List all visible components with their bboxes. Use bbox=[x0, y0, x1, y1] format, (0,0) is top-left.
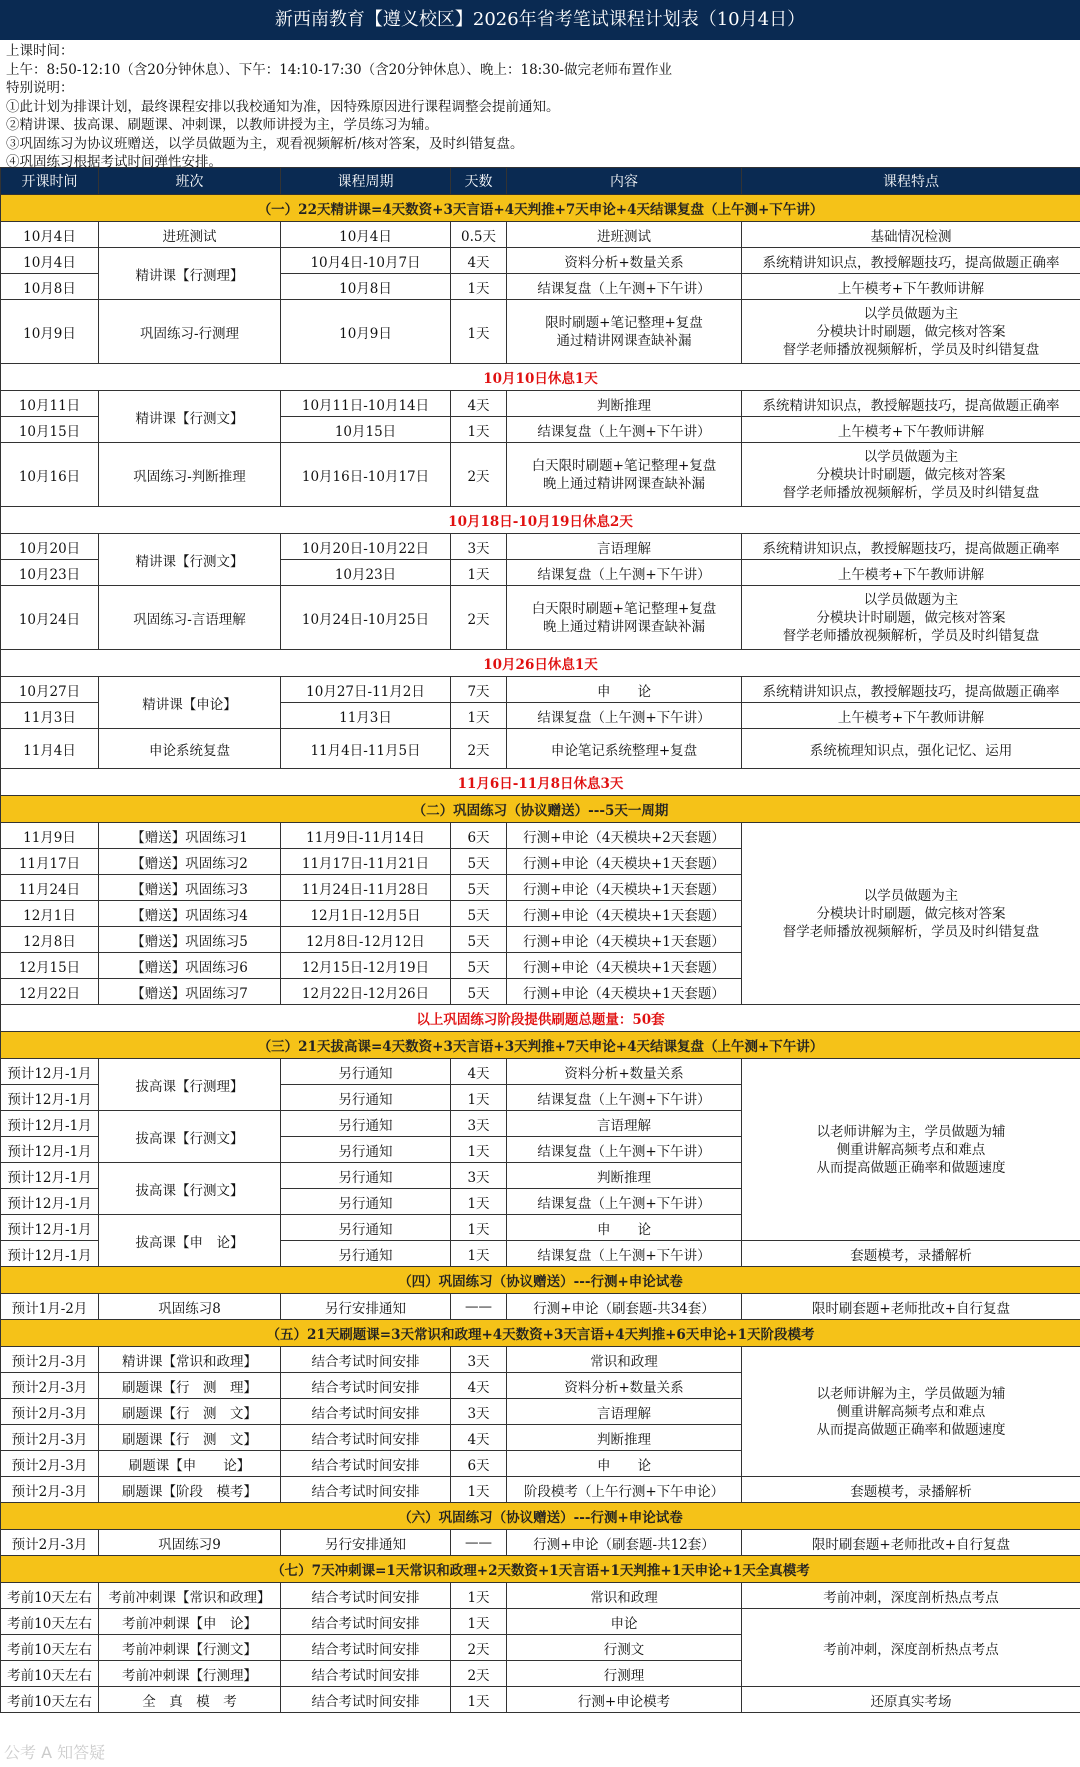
content-cell: 行测+申论（刷套题-共12套） bbox=[507, 1530, 742, 1556]
days-cell: 5天 bbox=[451, 849, 507, 875]
days-cell: 2天 bbox=[451, 443, 507, 507]
days-cell: 1天 bbox=[451, 1687, 507, 1713]
col-header: 内容 bbox=[507, 168, 742, 195]
days-cell: 1天 bbox=[451, 417, 507, 443]
class-cell: 刷题课【行 测 理】 bbox=[99, 1373, 281, 1399]
days-cell: 1天 bbox=[451, 703, 507, 729]
feature-cell: 系统精讲知识点，教授解题技巧，提高做题正确率 bbox=[742, 534, 1080, 560]
feature-cell: 限时刷套题+老师批改+自行复盘 bbox=[742, 1530, 1080, 1556]
feature-cell: 基础情况检测 bbox=[742, 222, 1080, 248]
class-cell: 刷题课【行 测 文】 bbox=[99, 1425, 281, 1451]
days-cell: 7天 bbox=[451, 677, 507, 703]
period-cell: 结合考试时间安排 bbox=[281, 1347, 451, 1373]
content-cell: 言语理解 bbox=[507, 1399, 742, 1425]
class-cell: 精讲课【行测理】 bbox=[99, 248, 281, 300]
class-cell: 刷题课【行 测 文】 bbox=[99, 1399, 281, 1425]
days-cell: 1天 bbox=[451, 300, 507, 364]
feature-cell: 考前冲刺，深度剖析热点考点 bbox=[742, 1609, 1080, 1687]
class-cell: 【赠送】巩固练习4 bbox=[99, 901, 281, 927]
days-cell: 3天 bbox=[451, 1347, 507, 1373]
header-row bbox=[1, 168, 1080, 195]
table-row bbox=[1, 1530, 1080, 1556]
feature-cell: 上午模考+下午教师讲解 bbox=[742, 274, 1080, 300]
start-cell: 10月4日 bbox=[1, 248, 99, 274]
days-cell: 0.5天 bbox=[451, 222, 507, 248]
content-cell: 结课复盘（上午测+下午讲） bbox=[507, 417, 742, 443]
class-cell: 【赠送】巩固练习5 bbox=[99, 927, 281, 953]
days-cell: 1天 bbox=[451, 1137, 507, 1163]
days-cell: 3天 bbox=[451, 534, 507, 560]
start-cell: 12月8日 bbox=[1, 927, 99, 953]
feature-cell: 以学员做题为主 分模块计时刷题，做完核对答案 督学老师播放视频解析，学员及时纠错复盘 bbox=[742, 823, 1080, 1005]
table-row bbox=[1, 391, 1080, 417]
start-cell: 10月27日 bbox=[1, 677, 99, 703]
table-row bbox=[1, 1347, 1080, 1373]
start-cell: 10月11日 bbox=[1, 391, 99, 417]
days-cell: 5天 bbox=[451, 927, 507, 953]
feature-cell: 上午模考+下午教师讲解 bbox=[742, 560, 1080, 586]
feature-cell: 考前冲刺，深度剖析热点考点 bbox=[742, 1583, 1080, 1609]
feature-cell: 以学员做题为主 分模块计时刷题，做完核对答案 督学老师播放视频解析，学员及时纠错复盘 bbox=[742, 300, 1080, 364]
period-cell: 10月16日-10月17日 bbox=[281, 443, 451, 507]
content-cell: 行测+申论（4天模块+1天套题） bbox=[507, 953, 742, 979]
section-header: （五）21天刷题课=3天常识和政理+4天数资+3天言语+4天判推+6天申论+1天阶段模考 bbox=[1, 1320, 1080, 1347]
period-cell: 另行通知 bbox=[281, 1085, 451, 1111]
period-cell: 另行安排通知 bbox=[281, 1530, 451, 1556]
period-cell: 结合考试时间安排 bbox=[281, 1687, 451, 1713]
days-cell: 4天 bbox=[451, 1425, 507, 1451]
content-cell: 结课复盘（上午测+下午讲） bbox=[507, 1085, 742, 1111]
period-cell: 10月4日-10月7日 bbox=[281, 248, 451, 274]
feature-cell: 套题模考，录播解析 bbox=[742, 1477, 1080, 1503]
content-cell: 结课复盘（上午测+下午讲） bbox=[507, 1137, 742, 1163]
class-cell: 精讲课【申论】 bbox=[99, 677, 281, 729]
start-cell: 11月4日 bbox=[1, 729, 99, 769]
days-cell: 1天 bbox=[451, 1085, 507, 1111]
rest-row: 10月26日休息1天 bbox=[1, 650, 1080, 677]
content-cell: 行测+申论（4天模块+2天套题） bbox=[507, 823, 742, 849]
feature-cell: 上午模考+下午教师讲解 bbox=[742, 703, 1080, 729]
period-cell: 另行通知 bbox=[281, 1137, 451, 1163]
feature-cell: 套题模考，录播解析 bbox=[742, 1241, 1080, 1267]
feature-cell: 系统精讲知识点，教授解题技巧，提高做题正确率 bbox=[742, 677, 1080, 703]
feature-cell: 以老师讲解为主，学员做题为辅 侧重讲解高频考点和难点 从而提高做题正确率和做题速度 bbox=[742, 1059, 1080, 1241]
period-cell: 10月20日-10月22日 bbox=[281, 534, 451, 560]
days-cell: 2天 bbox=[451, 1635, 507, 1661]
start-cell: 预计12月-1月 bbox=[1, 1189, 99, 1215]
feature-cell: 系统精讲知识点，教授解题技巧，提高做题正确率 bbox=[742, 391, 1080, 417]
content-cell: 常识和政理 bbox=[507, 1583, 742, 1609]
period-cell: 结合考试时间安排 bbox=[281, 1425, 451, 1451]
col-header: 开课时间 bbox=[1, 168, 99, 195]
class-cell: 巩固练习8 bbox=[99, 1294, 281, 1320]
period-cell: 11月9日-11月14日 bbox=[281, 823, 451, 849]
class-cell: 巩固练习-判断推理 bbox=[99, 443, 281, 507]
start-cell: 预计2月-3月 bbox=[1, 1373, 99, 1399]
start-cell: 考前10天左右 bbox=[1, 1661, 99, 1687]
content-cell: 行测文 bbox=[507, 1635, 742, 1661]
start-cell: 12月15日 bbox=[1, 953, 99, 979]
period-cell: 12月15日-12月19日 bbox=[281, 953, 451, 979]
feature-cell: 还原真实考场 bbox=[742, 1687, 1080, 1713]
start-cell: 10月15日 bbox=[1, 417, 99, 443]
start-cell: 10月24日 bbox=[1, 586, 99, 650]
start-cell: 预计12月-1月 bbox=[1, 1241, 99, 1267]
start-cell: 预计12月-1月 bbox=[1, 1085, 99, 1111]
feature-cell: 以老师讲解为主，学员做题为辅 侧重讲解高频考点和难点 从而提高做题正确率和做题速度 bbox=[742, 1347, 1080, 1477]
content-cell: 结课复盘（上午测+下午讲） bbox=[507, 703, 742, 729]
content-cell: 行测理 bbox=[507, 1661, 742, 1687]
period-cell: 10月24日-10月25日 bbox=[281, 586, 451, 650]
class-cell: 考前冲刺课【申 论】 bbox=[99, 1609, 281, 1635]
days-cell: 3天 bbox=[451, 1111, 507, 1137]
section-header: （三）21天拔高课=4天数资+3天言语+3天判推+7天申论+4天结课复盘（上午测+下午讲） bbox=[1, 1032, 1080, 1059]
content-cell: 资料分析+数量关系 bbox=[507, 1059, 742, 1085]
content-cell: 行测+申论（4天模块+1天套题） bbox=[507, 927, 742, 953]
notes-line: 上课时间： bbox=[6, 43, 74, 59]
table-row bbox=[1, 1477, 1080, 1503]
content-cell: 申 论 bbox=[507, 677, 742, 703]
start-cell: 预计2月-3月 bbox=[1, 1425, 99, 1451]
content-cell: 限时刷题+笔记整理+复盘 通过精讲网课查缺补漏 bbox=[507, 300, 742, 364]
col-header: 课程周期 bbox=[281, 168, 451, 195]
start-cell: 12月22日 bbox=[1, 979, 99, 1005]
days-cell: 6天 bbox=[451, 823, 507, 849]
start-cell: 预计2月-3月 bbox=[1, 1477, 99, 1503]
start-cell: 预计2月-3月 bbox=[1, 1530, 99, 1556]
days-cell: 2天 bbox=[451, 729, 507, 769]
rest-row: 以上巩固练习阶段提供刷题总题量：50套 bbox=[1, 1005, 1080, 1032]
period-cell: 11月24日-11月28日 bbox=[281, 875, 451, 901]
class-cell: 考前冲刺课【常识和政理】 bbox=[99, 1583, 281, 1609]
col-header: 班次 bbox=[99, 168, 281, 195]
period-cell: 结合考试时间安排 bbox=[281, 1399, 451, 1425]
feature-cell: 系统精讲知识点，教授解题技巧，提高做题正确率 bbox=[742, 248, 1080, 274]
notes-block bbox=[0, 40, 1080, 170]
content-cell: 结课复盘（上午测+下午讲） bbox=[507, 1241, 742, 1267]
table-row bbox=[1, 1609, 1080, 1635]
content-cell: 常识和政理 bbox=[507, 1347, 742, 1373]
notes-line: ③巩固练习为协议班赠送，以学员做题为主，观看视频解析/核对答案，及时纠错复盘。 bbox=[6, 135, 524, 152]
period-cell: 结合考试时间安排 bbox=[281, 1609, 451, 1635]
content-cell: 申 论 bbox=[507, 1215, 742, 1241]
table-row bbox=[1, 443, 1080, 507]
days-cell: 6天 bbox=[451, 1451, 507, 1477]
content-cell: 判断推理 bbox=[507, 391, 742, 417]
start-cell: 10月9日 bbox=[1, 300, 99, 364]
days-cell: 3天 bbox=[451, 1399, 507, 1425]
class-cell: 精讲课【行测文】 bbox=[99, 534, 281, 586]
content-cell: 行测+申论（4天模块+1天套题） bbox=[507, 979, 742, 1005]
content-cell: 判断推理 bbox=[507, 1163, 742, 1189]
content-cell: 资料分析+数量关系 bbox=[507, 248, 742, 274]
days-cell: 1天 bbox=[451, 1241, 507, 1267]
days-cell: 4天 bbox=[451, 1373, 507, 1399]
rest-row: 10月10日休息1天 bbox=[1, 364, 1080, 391]
days-cell: 1天 bbox=[451, 1477, 507, 1503]
period-cell: 10月9日 bbox=[281, 300, 451, 364]
content-cell: 行测+申论（4天模块+1天套题） bbox=[507, 849, 742, 875]
start-cell: 11月3日 bbox=[1, 703, 99, 729]
start-cell: 11月17日 bbox=[1, 849, 99, 875]
days-cell: 4天 bbox=[451, 391, 507, 417]
content-cell: 白天限时刷题+笔记整理+复盘 晚上通过精讲网课查缺补漏 bbox=[507, 586, 742, 650]
col-header: 课程特点 bbox=[742, 168, 1080, 195]
table-row bbox=[1, 1294, 1080, 1320]
period-cell: 12月22日-12月26日 bbox=[281, 979, 451, 1005]
class-cell: 【赠送】巩固练习6 bbox=[99, 953, 281, 979]
feature-cell: 限时刷套题+老师批改+自行复盘 bbox=[742, 1294, 1080, 1320]
start-cell: 预计2月-3月 bbox=[1, 1451, 99, 1477]
days-cell: 1天 bbox=[451, 1609, 507, 1635]
notes-line: ④巩固练习根据考试时间弹性安排。 bbox=[6, 154, 222, 170]
content-cell: 结课复盘（上午测+下午讲） bbox=[507, 1189, 742, 1215]
section-header: （二）巩固练习（协议赠送）---5天一周期 bbox=[1, 796, 1080, 823]
period-cell: 另行通知 bbox=[281, 1111, 451, 1137]
notes-line: 特别说明： bbox=[6, 80, 74, 96]
table-row bbox=[1, 677, 1080, 703]
content-cell: 阶段模考（上午行测+下午申论） bbox=[507, 1477, 742, 1503]
days-cell: 1天 bbox=[451, 560, 507, 586]
section-header: （六）巩固练习（协议赠送）---行测+申论试卷 bbox=[1, 1503, 1080, 1530]
feature-cell: 以学员做题为主 分模块计时刷题，做完核对答案 督学老师播放视频解析，学员及时纠错复盘 bbox=[742, 443, 1080, 507]
start-cell: 预计2月-3月 bbox=[1, 1347, 99, 1373]
start-cell: 预计12月-1月 bbox=[1, 1163, 99, 1189]
col-header: 天数 bbox=[451, 168, 507, 195]
content-cell: 行测+申论（4天模块+1天套题） bbox=[507, 875, 742, 901]
content-cell: 结课复盘（上午测+下午讲） bbox=[507, 560, 742, 586]
table-row bbox=[1, 1583, 1080, 1609]
start-cell: 预计12月-1月 bbox=[1, 1215, 99, 1241]
period-cell: 结合考试时间安排 bbox=[281, 1583, 451, 1609]
start-cell: 预计2月-3月 bbox=[1, 1399, 99, 1425]
period-cell: 10月8日 bbox=[281, 274, 451, 300]
class-cell: 精讲课【常识和政理】 bbox=[99, 1347, 281, 1373]
content-cell: 行测+申论模考 bbox=[507, 1687, 742, 1713]
start-cell: 10月16日 bbox=[1, 443, 99, 507]
table-row bbox=[1, 823, 1080, 849]
period-cell: 11月17日-11月21日 bbox=[281, 849, 451, 875]
period-cell: 10月27日-11月2日 bbox=[281, 677, 451, 703]
days-cell: 1天 bbox=[451, 1215, 507, 1241]
days-cell: 1天 bbox=[451, 1583, 507, 1609]
period-cell: 10月15日 bbox=[281, 417, 451, 443]
period-cell: 结合考试时间安排 bbox=[281, 1451, 451, 1477]
table-row bbox=[1, 248, 1080, 274]
content-cell: 申论笔记系统整理+复盘 bbox=[507, 729, 742, 769]
content-cell: 判断推理 bbox=[507, 1425, 742, 1451]
feature-cell: 上午模考+下午教师讲解 bbox=[742, 417, 1080, 443]
start-cell: 11月9日 bbox=[1, 823, 99, 849]
content-cell: 资料分析+数量关系 bbox=[507, 1373, 742, 1399]
notes-line: ①此计划为排课计划，最终课程安排以我校通知为准，因特殊原因进行课程调整会提前通知。 bbox=[6, 98, 560, 115]
notes-line: ②精讲课、拔高课、刷题课、冲刺课，以教师讲授为主，学员练习为辅。 bbox=[6, 117, 438, 133]
content-cell: 进班测试 bbox=[507, 222, 742, 248]
period-cell: 11月4日-11月5日 bbox=[281, 729, 451, 769]
class-cell: 拔高课【行测文】 bbox=[99, 1163, 281, 1215]
class-cell: 全 真 模 考 bbox=[99, 1687, 281, 1713]
section-header: （七）7天冲刺课=1天常识和政理+2天数资+1天言语+1天判推+1天申论+1天全真模考 bbox=[1, 1556, 1080, 1583]
days-cell: 2天 bbox=[451, 586, 507, 650]
section-header: （一）22天精讲课=4天数资+3天言语+4天判推+7天申论+4天结课复盘（上午测+下午讲） bbox=[1, 195, 1080, 222]
section-header: （四）巩固练习（协议赠送）---行测+申论试卷 bbox=[1, 1267, 1080, 1294]
class-cell: 【赠送】巩固练习2 bbox=[99, 849, 281, 875]
start-cell: 预计12月-1月 bbox=[1, 1137, 99, 1163]
content-cell: 行测+申论（刷套题-共34套） bbox=[507, 1294, 742, 1320]
class-cell: 刷题课【申 论】 bbox=[99, 1451, 281, 1477]
period-cell: 10月11日-10月14日 bbox=[281, 391, 451, 417]
days-cell: —— bbox=[451, 1530, 507, 1556]
schedule-table bbox=[0, 167, 1080, 1713]
period-cell: 结合考试时间安排 bbox=[281, 1477, 451, 1503]
class-cell: 拔高课【申 论】 bbox=[99, 1215, 281, 1267]
period-cell: 另行通知 bbox=[281, 1241, 451, 1267]
days-cell: 5天 bbox=[451, 875, 507, 901]
days-cell: 1天 bbox=[451, 1189, 507, 1215]
table-row bbox=[1, 586, 1080, 650]
content-cell: 行测+申论（4天模块+1天套题） bbox=[507, 901, 742, 927]
period-cell: 结合考试时间安排 bbox=[281, 1635, 451, 1661]
start-cell: 预计1月-2月 bbox=[1, 1294, 99, 1320]
start-cell: 预计12月-1月 bbox=[1, 1111, 99, 1137]
period-cell: 11月3日 bbox=[281, 703, 451, 729]
start-cell: 10月20日 bbox=[1, 534, 99, 560]
days-cell: 4天 bbox=[451, 248, 507, 274]
days-cell: 5天 bbox=[451, 953, 507, 979]
start-cell: 10月8日 bbox=[1, 274, 99, 300]
days-cell: 1天 bbox=[451, 274, 507, 300]
period-cell: 结合考试时间安排 bbox=[281, 1661, 451, 1687]
start-cell: 11月24日 bbox=[1, 875, 99, 901]
start-cell: 考前10天左右 bbox=[1, 1583, 99, 1609]
class-cell: 【赠送】巩固练习1 bbox=[99, 823, 281, 849]
start-cell: 10月23日 bbox=[1, 560, 99, 586]
period-cell: 另行通知 bbox=[281, 1189, 451, 1215]
table-row bbox=[1, 729, 1080, 769]
class-cell: 精讲课【行测文】 bbox=[99, 391, 281, 443]
feature-cell: 系统梳理知识点，强化记忆、运用 bbox=[742, 729, 1080, 769]
rest-row: 10月18日-10月19日休息2天 bbox=[1, 507, 1080, 534]
class-cell: 申论系统复盘 bbox=[99, 729, 281, 769]
period-cell: 10月4日 bbox=[281, 222, 451, 248]
feature-cell: 以学员做题为主 分模块计时刷题，做完核对答案 督学老师播放视频解析，学员及时纠错复盘 bbox=[742, 586, 1080, 650]
period-cell: 另行通知 bbox=[281, 1059, 451, 1085]
start-cell: 12月1日 bbox=[1, 901, 99, 927]
table-row bbox=[1, 1059, 1080, 1085]
page-title: 新西南教育【遵义校区】2026年省考笔试课程计划表（10月4日） bbox=[0, 0, 1080, 40]
class-cell: 巩固练习9 bbox=[99, 1530, 281, 1556]
class-cell: 拔高课【行测理】 bbox=[99, 1059, 281, 1111]
start-cell: 10月4日 bbox=[1, 222, 99, 248]
class-cell: 刷题课【阶段 模考】 bbox=[99, 1477, 281, 1503]
class-cell: 【赠送】巩固练习7 bbox=[99, 979, 281, 1005]
days-cell: 5天 bbox=[451, 901, 507, 927]
period-cell: 另行通知 bbox=[281, 1215, 451, 1241]
days-cell: 3天 bbox=[451, 1163, 507, 1189]
period-cell: 12月8日-12月12日 bbox=[281, 927, 451, 953]
start-cell: 考前10天左右 bbox=[1, 1635, 99, 1661]
table-row bbox=[1, 222, 1080, 248]
days-cell: —— bbox=[451, 1294, 507, 1320]
period-cell: 另行通知 bbox=[281, 1163, 451, 1189]
content-cell: 申 论 bbox=[507, 1451, 742, 1477]
rest-row: 11月6日-11月8日休息3天 bbox=[1, 769, 1080, 796]
days-cell: 2天 bbox=[451, 1661, 507, 1687]
notes-line: 上午：8:50-12:10（含20分钟休息）、下午：14:10-17:30（含20分钟休息）、晚上：18:30-做完老师布置作业 bbox=[6, 61, 672, 78]
content-cell: 结课复盘（上午测+下午讲） bbox=[507, 274, 742, 300]
class-cell: 巩固练习-行测理 bbox=[99, 300, 281, 364]
table-row bbox=[1, 534, 1080, 560]
period-cell: 10月23日 bbox=[281, 560, 451, 586]
table-row bbox=[1, 300, 1080, 364]
content-cell: 言语理解 bbox=[507, 534, 742, 560]
content-cell: 言语理解 bbox=[507, 1111, 742, 1137]
class-cell: 考前冲刺课【行测理】 bbox=[99, 1661, 281, 1687]
class-cell: 【赠送】巩固练习3 bbox=[99, 875, 281, 901]
period-cell: 另行安排通知 bbox=[281, 1294, 451, 1320]
days-cell: 4天 bbox=[451, 1059, 507, 1085]
period-cell: 结合考试时间安排 bbox=[281, 1373, 451, 1399]
content-cell: 白天限时刷题+笔记整理+复盘 晚上通过精讲网课查缺补漏 bbox=[507, 443, 742, 507]
start-cell: 考前10天左右 bbox=[1, 1687, 99, 1713]
watermark: 公考 A 知答疑 bbox=[4, 1743, 106, 1762]
class-cell: 拔高课【行测文】 bbox=[99, 1111, 281, 1163]
start-cell: 预计12月-1月 bbox=[1, 1059, 99, 1085]
table-row bbox=[1, 1687, 1080, 1713]
class-cell: 考前冲刺课【行测文】 bbox=[99, 1635, 281, 1661]
start-cell: 考前10天左右 bbox=[1, 1609, 99, 1635]
period-cell: 12月1日-12月5日 bbox=[281, 901, 451, 927]
class-cell: 进班测试 bbox=[99, 222, 281, 248]
days-cell: 5天 bbox=[451, 979, 507, 1005]
class-cell: 巩固练习-言语理解 bbox=[99, 586, 281, 650]
content-cell: 申论 bbox=[507, 1609, 742, 1635]
